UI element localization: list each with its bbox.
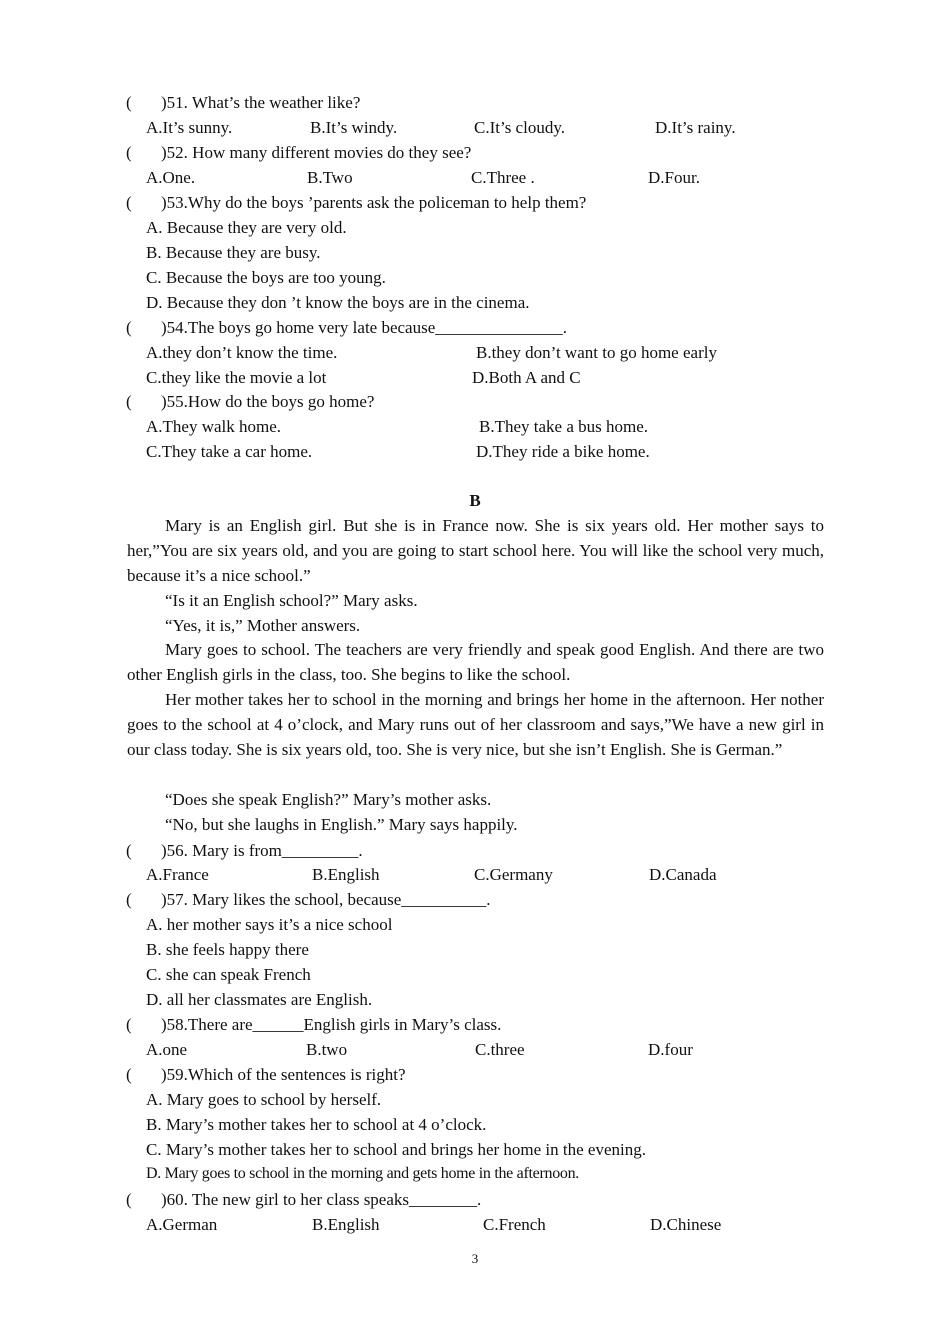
dialogue-line: “Yes, it is,” Mother answers.: [165, 616, 361, 635]
passage-paragraph-5: Her mother takes her to school in the morning and brings her home in the afternoon. Her nother goes to the school at 4 o’clock, and Mary runs out of her classroom and says,”We have a new girl in our class today. She is six years old, too. She is very nice, but she isn’t English. She is German.”: [127, 690, 824, 759]
question-52: [0, 140, 950, 165]
question-53: [0, 190, 950, 215]
answer-bracket: (: [126, 392, 132, 411]
option-c-row: [0, 1137, 950, 1162]
question-text: )57. Mary likes the school, because__________.: [161, 890, 491, 909]
option-a: A.they don’t know the time.: [146, 343, 338, 362]
answer-bracket: (: [126, 1190, 132, 1209]
options-55-row2: [0, 439, 950, 464]
dialogue-line: “No, but she laughs in English.” Mary says happily.: [165, 815, 518, 834]
option-a: A.German: [146, 1215, 218, 1234]
option-b: B.Two: [307, 168, 353, 187]
passage-paragraph-6: [0, 787, 950, 812]
question-text: )59.Which of the sentences is right?: [161, 1065, 406, 1084]
question-56: [0, 838, 950, 863]
options-56: [0, 862, 950, 887]
question-55: [0, 389, 950, 414]
option-a: A.France: [146, 865, 209, 884]
option-b: B.They take a bus home.: [479, 417, 649, 436]
option-c: C.French: [483, 1215, 546, 1234]
answer-bracket: (: [126, 1015, 132, 1034]
passage-paragraph-4: Mary goes to school. The teachers are very friendly and speak good English. And there are two other English girls in the class, too. She begins to like the school.: [127, 640, 824, 684]
option-d: D. all her classmates are English.: [146, 990, 373, 1009]
options-52: [0, 165, 950, 190]
passage-paragraph-7: [0, 812, 950, 837]
option-a: A.one: [146, 1040, 188, 1059]
section-b-heading: [0, 488, 950, 513]
option-d: D.four: [648, 1040, 693, 1059]
question-51: [0, 90, 950, 115]
question-58: [0, 1012, 950, 1037]
option-d: D. Mary goes to school in the morning and gets home in the afternoon.: [146, 1165, 579, 1182]
question-text: )53.Why do the boys ’parents ask the policeman to help them?: [161, 193, 587, 212]
answer-bracket: (: [126, 193, 132, 212]
option-a: A.It’s sunny.: [146, 118, 233, 137]
option-b: B.two: [306, 1040, 348, 1059]
option-c: C. she can speak French: [146, 965, 311, 984]
question-54: [0, 315, 950, 340]
option-b-row: [0, 240, 950, 265]
option-b: B. she feels happy there: [146, 940, 309, 959]
answer-bracket: (: [126, 318, 132, 337]
option-c: C.they like the movie a lot: [146, 368, 327, 387]
option-c: C.It’s cloudy.: [474, 118, 565, 137]
question-text: )55.How do the boys go home?: [161, 392, 375, 411]
option-a: A.They walk home.: [146, 417, 282, 436]
option-d: D.They ride a bike home.: [476, 442, 650, 461]
question-57: [0, 887, 950, 912]
question-60: [0, 1187, 950, 1212]
answer-bracket: (: [126, 143, 132, 162]
options-54-row2: [0, 365, 950, 390]
question-59: [0, 1062, 950, 1087]
answer-bracket: (: [126, 93, 132, 112]
options-51: [0, 115, 950, 140]
option-b: B.It’s windy.: [310, 118, 398, 137]
option-b-row: [0, 1112, 950, 1137]
option-c: C. Because the boys are too young.: [146, 268, 386, 287]
options-54-row1: [0, 340, 950, 365]
question-text: )58.There are______English girls in Mary’s class.: [161, 1015, 502, 1034]
option-b: B.English: [312, 865, 380, 884]
question-text: )56. Mary is from_________.: [161, 841, 363, 860]
passage-paragraph-1: Mary is an English girl. But she is in France now. She is six years old. Her mother says to her,”You are six years old, and you are going to start school here. You will like the school very much, because it’s a nice school.”: [127, 516, 824, 585]
option-d: D.Chinese: [650, 1215, 722, 1234]
passage-paragraph-3: [0, 613, 950, 638]
option-d: D.Canada: [649, 865, 717, 884]
section-title: B: [469, 491, 481, 510]
option-b: B. Mary’s mother takes her to school at 4 o’clock.: [146, 1115, 487, 1134]
option-c: C.Germany: [474, 865, 553, 884]
question-text: )60. The new girl to her class speaks________.: [161, 1190, 482, 1209]
answer-bracket: (: [126, 841, 132, 860]
option-d: D.Both A and C: [472, 368, 581, 387]
option-b: B.they don’t want to go home early: [476, 343, 717, 362]
page-number: 3: [471, 1251, 479, 1266]
option-d-row: [0, 290, 950, 315]
options-58: [0, 1037, 950, 1062]
option-c-row: [0, 265, 950, 290]
option-d-row: [0, 987, 950, 1012]
option-a-row: [0, 1087, 950, 1112]
options-55-row1: [0, 414, 950, 439]
option-a: A. Mary goes to school by herself.: [146, 1090, 382, 1109]
dialogue-line: “Is it an English school?” Mary asks.: [165, 591, 418, 610]
question-text: )54.The boys go home very late because_______________.: [161, 318, 568, 337]
option-b: B. Because they are busy.: [146, 243, 321, 262]
answer-bracket: (: [126, 890, 132, 909]
option-b-row: [0, 937, 950, 962]
option-d: D. Because they don ’t know the boys are in the cinema.: [146, 293, 530, 312]
question-text: )51. What’s the weather like?: [161, 93, 361, 112]
option-a: A.One.: [146, 168, 196, 187]
option-c: C. Mary’s mother takes her to school and brings her home in the evening.: [146, 1140, 646, 1159]
option-a-row: [0, 215, 950, 240]
option-a: A. her mother says it’s a nice school: [146, 915, 393, 934]
option-b: B.English: [312, 1215, 380, 1234]
option-c: C.three: [475, 1040, 525, 1059]
answer-bracket: (: [126, 1065, 132, 1084]
option-d: D.It’s rainy.: [655, 118, 736, 137]
passage-paragraph-2: [0, 588, 950, 613]
option-d: D.Four.: [648, 168, 700, 187]
dialogue-line: “Does she speak English?” Mary’s mother asks.: [165, 790, 492, 809]
options-60: [0, 1212, 950, 1237]
question-text: )52. How many different movies do they see?: [161, 143, 472, 162]
option-c-row: [0, 962, 950, 987]
option-c: C.Three .: [471, 168, 535, 187]
option-d-row: [0, 1162, 950, 1187]
option-a: A. Because they are very old.: [146, 218, 347, 237]
option-a-row: [0, 912, 950, 937]
option-c: C.They take a car home.: [146, 442, 313, 461]
